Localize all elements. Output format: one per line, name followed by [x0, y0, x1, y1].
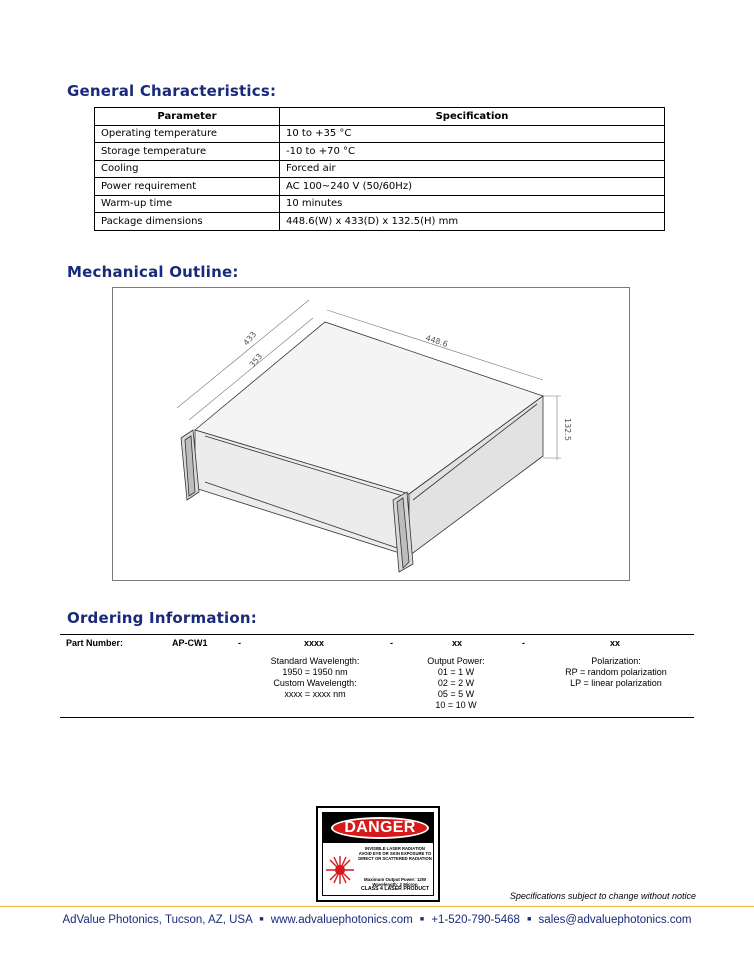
table-header-row — [95, 108, 665, 126]
table-row — [95, 160, 665, 178]
part-number-label: Part Number: — [66, 638, 124, 648]
separator-dash: - — [238, 638, 241, 648]
table-row — [95, 213, 665, 231]
parameter-header: Parameter — [95, 108, 280, 126]
parameter-cell: Operating temperature — [95, 125, 280, 143]
polarization-line: RP = random polarization — [565, 667, 667, 677]
laser-warning-text — [357, 846, 433, 861]
footer-website-link[interactable]: www.advaluephotonics.com — [270, 914, 413, 926]
label-frame — [322, 812, 434, 896]
specification-cell: 10 to +35 °C — [280, 125, 665, 143]
parameter-cell: Warm-up time — [95, 195, 280, 213]
power-line: 02 = 2 W — [437, 678, 475, 688]
table-row — [95, 125, 665, 143]
warning-line: DIRECT OR SCATTERED RADIATION — [358, 856, 432, 861]
bullet-separator: ■ — [419, 916, 425, 924]
parameter-cell: Power requirement — [95, 178, 280, 196]
power-line: Output Power: — [427, 656, 485, 666]
laser-class-line: CLASS 4 LASER PRODUCT — [360, 886, 430, 893]
depth-outer-dimension: 433 — [241, 329, 259, 348]
footer-phone: +1-520-790-5468 — [431, 914, 520, 926]
specification-cell: 448.6(W) x 433(D) x 132.5(H) mm — [280, 213, 665, 231]
separator-dash: - — [522, 638, 525, 648]
table-rule — [60, 717, 694, 718]
separator-dash: - — [390, 638, 393, 648]
table-rule — [60, 634, 694, 635]
mechanical-outline-heading: Mechanical Outline: — [67, 263, 239, 281]
polarization-line: LP = linear polarization — [570, 678, 662, 688]
model-code: AP-CW1 — [172, 638, 208, 648]
general-characteristics-table — [94, 107, 665, 231]
wavelength-line: Standard Wavelength: — [270, 656, 360, 666]
danger-banner — [323, 813, 433, 843]
wavelength-line: 1950 = 1950 nm — [282, 667, 348, 677]
spec-line: Maximum Output Power: 12W — [364, 877, 426, 882]
parameter-cell: Package dimensions — [95, 213, 280, 231]
parameter-cell: Cooling — [95, 160, 280, 178]
wavelength-line: Custom Wavelength: — [273, 678, 357, 688]
specification-cell: 10 minutes — [280, 195, 665, 213]
bullet-separator: ■ — [527, 916, 532, 924]
specification-cell: AC 100~240 V (50/60Hz) — [280, 178, 665, 196]
table-row — [95, 195, 665, 213]
table-row — [95, 178, 665, 196]
change-notice: Specifications subject to change without notice — [509, 891, 696, 901]
wavelength-description — [266, 656, 364, 700]
power-description — [416, 656, 496, 711]
ordering-table — [60, 634, 694, 718]
polarization-code: xx — [610, 638, 621, 648]
footer-company: AdValue Photonics, Tucson, AZ, USA — [62, 914, 253, 926]
laser-spec-text — [357, 877, 433, 893]
power-line: 01 = 1 W — [437, 667, 475, 677]
footer-contact — [0, 914, 754, 926]
ordering-information-heading: Ordering Information: — [67, 609, 257, 627]
wavelength-line: xxxx = xxxx nm — [284, 689, 346, 699]
depth-inner-dimension: 353 — [247, 351, 265, 370]
polarization-line: Polarization: — [591, 656, 641, 666]
danger-word: DANGER — [331, 817, 429, 839]
power-line: 10 = 10 W — [435, 700, 477, 710]
power-code: xx — [452, 638, 463, 648]
bullet-separator: ■ — [259, 916, 264, 924]
mechanical-outline-drawing — [112, 287, 630, 581]
specification-cell: Forced air — [280, 160, 665, 178]
warning-line: INVISIBLE LASER RADIATION — [365, 846, 425, 851]
laser-starburst-icon — [325, 846, 355, 894]
warning-line: AVOID EYE OR SKIN EXPOSURE TO — [358, 851, 432, 856]
power-line: 05 = 5 W — [437, 689, 475, 699]
specification-header: Specification — [280, 108, 665, 126]
specification-cell: -10 to +70 °C — [280, 143, 665, 161]
footer-email-link[interactable]: sales@advaluephotonics.com — [538, 914, 692, 926]
wavelength-code: xxxx — [304, 638, 325, 648]
footer-divider — [0, 906, 754, 907]
general-characteristics-heading: General Characteristics: — [67, 82, 277, 100]
width-dimension: 448.6 — [424, 333, 449, 349]
table-row — [95, 143, 665, 161]
spec-line: Wavelength: 2 Micron — [372, 882, 418, 888]
chassis-drawing — [113, 288, 629, 580]
laser-danger-label — [316, 806, 440, 902]
polarization-description — [554, 656, 678, 689]
height-dimension: 132.5 — [563, 418, 572, 441]
parameter-cell: Storage temperature — [95, 143, 280, 161]
